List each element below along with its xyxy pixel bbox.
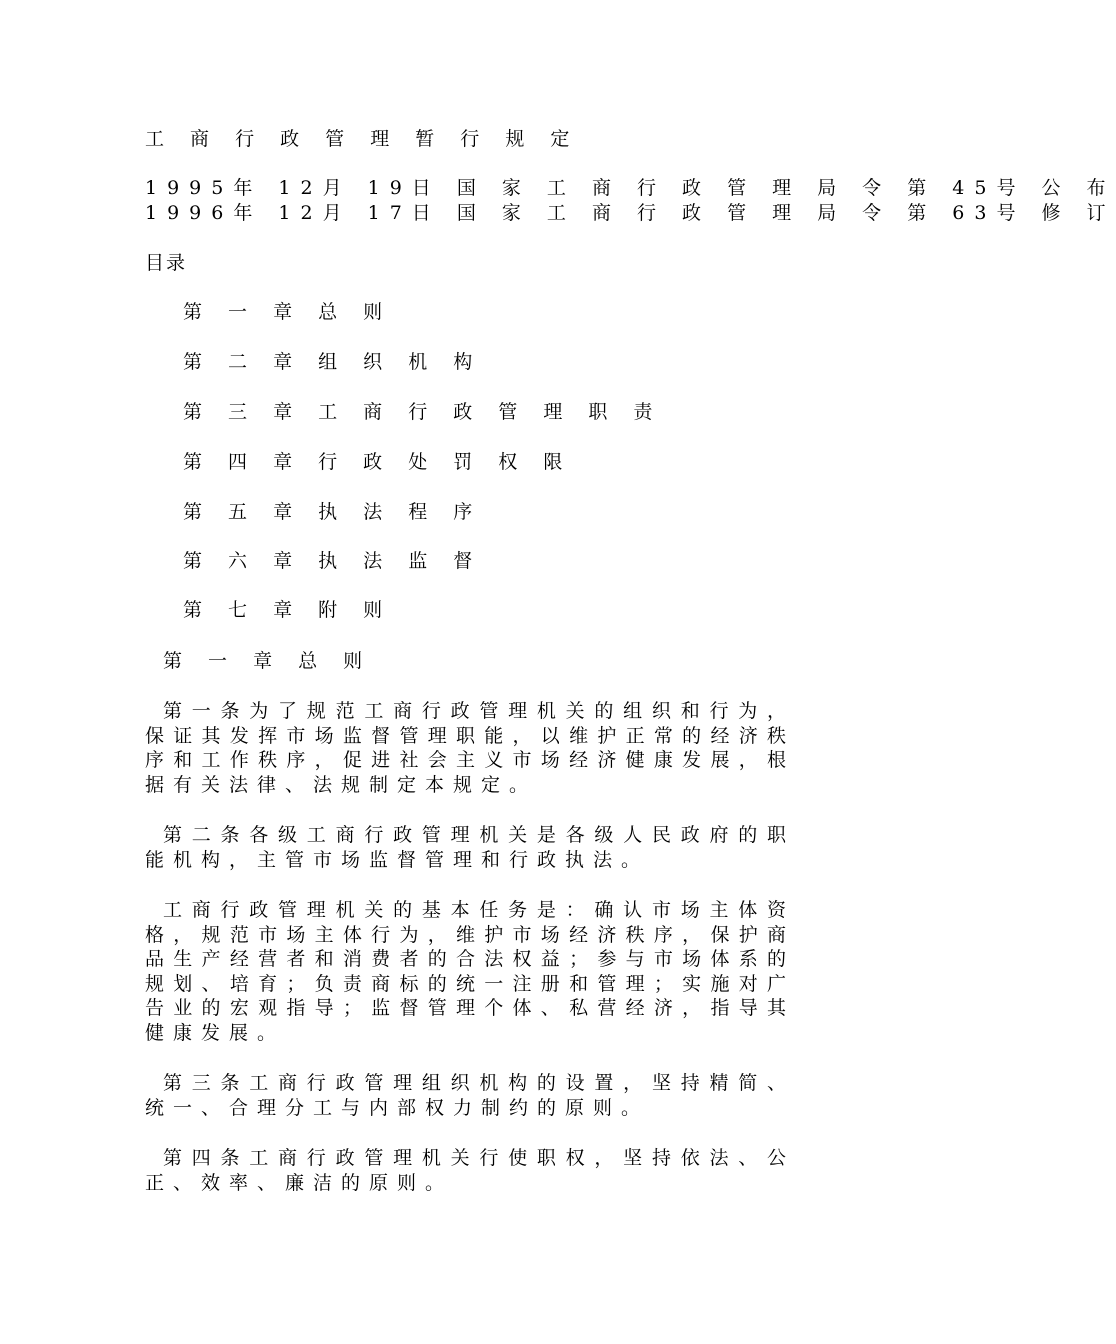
article-2-paragraph: 第二条各级工商行政管理机关是各级人民政府的职能机构，主管市场监督管理和行政执法。 [145,824,795,871]
article-3-paragraph: 第三条工商行政管理组织机构的设置，坚持精简、统一、合理分工与内部权力制约的原则。 [145,1072,795,1119]
article-4-paragraph: 第四条工商行政管理机关行使职权，坚持依法、公正、效率、廉洁的原则。 [145,1147,795,1194]
toc-heading: 目录 [145,252,188,274]
document-title: 工 商 行 政 管 理 暂 行 规 定 [145,128,580,150]
toc-item-3: 第 三 章 工 商 行 政 管 理 职 责 [183,401,663,423]
toc-item-6: 第 六 章 执 法 监 督 [183,550,483,572]
basic-tasks-paragraph: 工商行政管理机关的基本任务是：确认市场主体资格，规范市场主体行为，维护市场经济秩序，保护商品生产经营者和消费者的合法权益；参与市场体系的规划、培育；负责商标的统一注册和管理；实施对广告业的宏观指导；监督管理个体、私营经济，指导其健康发展。 [145,899,795,1044]
toc-item-4: 第 四 章 行 政 处 罚 权 限 [183,451,573,473]
article-1-paragraph: 第一条为了规范工商行政管理机关的组织和行为，保证其发挥市场监督管理职能，以维护正常的经济秩序和工作秩序，促进社会主义市场经济健康发展，根据有关法律、法规制定本规定。 [145,700,795,796]
chapter-heading: 第 一 章 总 则 [163,650,373,672]
toc-item-1: 第 一 章 总 则 [183,301,393,323]
toc-item-2: 第 二 章 组 织 机 构 [183,351,483,373]
issue-line-1: 1995年 12月 19日 国 家 工 商 行 政 管 理 局 令 第 45号 公 布 [145,177,1116,199]
issue-line-2: 1996年 12月 17日 国 家 工 商 行 政 管 理 局 令 第 63号 修 订 [145,202,1116,224]
toc-item-7: 第 七 章 附 则 [183,599,393,621]
toc-item-5: 第 五 章 执 法 程 序 [183,501,483,523]
